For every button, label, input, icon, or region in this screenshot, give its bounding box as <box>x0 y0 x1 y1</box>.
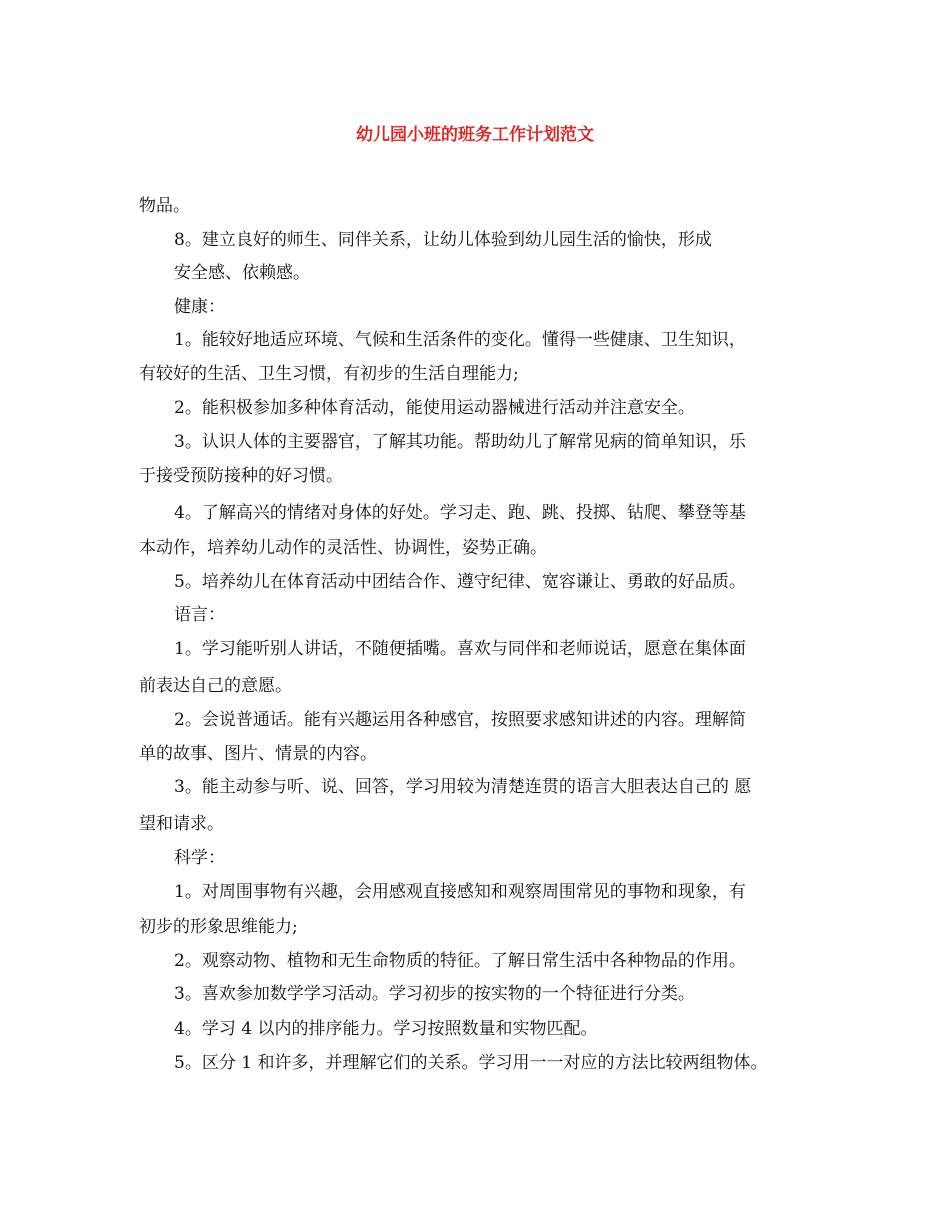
text-line: 3。认识人体的主要器官，了解其功能。帮助幼儿了解常见病的简单知识，乐 <box>174 432 746 452</box>
text-line: 2。观察动物、植物和无生命物质的特征。了解日常生活中各种物品的作用。 <box>174 951 746 971</box>
text-line: 1。学习能听别人讲话，不随便插嘴。喜欢与同伴和老师说话，愿意在集体面 <box>174 639 746 659</box>
text-line: 4。学习 4 以内的排序能力。学习按照数量和实物匹配。 <box>174 1019 598 1039</box>
section-heading: 健康： <box>174 297 225 317</box>
text-line: 物品。 <box>139 196 190 216</box>
text-line: 5。培养幼儿在体育活动中团结合作、遵守纪律、宽容谦让、勇敢的好品质。 <box>174 572 746 592</box>
text-line: 于接受预防接种的好习惯。 <box>139 466 343 486</box>
text-line: 安全感、依赖感。 <box>174 263 310 283</box>
document-title: 幼儿园小班的班务工作计划范文 <box>356 125 594 145</box>
text-line: 望和请求。 <box>139 814 224 834</box>
text-line: 1。能较好地适应环境、气候和生活条件的变化。懂得一些健康、卫生知识， <box>174 330 746 350</box>
text-line: 8。建立良好的师生、同伴关系，让幼儿体验到幼儿园生活的愉快，形成 <box>174 230 712 250</box>
text-line: 单的故事、图片、情景的内容。 <box>139 744 377 764</box>
text-line: 2。会说普通话。能有兴趣运用各种感官，按照要求感知讲述的内容。理解简 <box>174 710 746 730</box>
text-line: 有较好的生活、卫生习惯，有初步的生活自理能力; <box>139 364 519 384</box>
section-heading: 科学： <box>174 848 225 868</box>
text-line: 4。了解高兴的情绪对身体的好处。学习走、跑、跳、投掷、钻爬、攀登等基 <box>174 503 746 523</box>
text-line: 3。能主动参与听、说、回答，学习用较为清楚连贯的语言大胆表达自己的 愿 <box>174 777 752 797</box>
text-line: 2。能积极参加多种体育活动，能使用运动器械进行活动并注意安全。 <box>174 398 695 418</box>
text-line: 前表达自己的意愿。 <box>139 676 292 696</box>
text-line: 1。对周围事物有兴趣，会用感观直接感知和观察周围常见的事物和现象，有 <box>174 882 746 902</box>
text-line: 本动作，培养幼儿动作的灵活性、协调性，姿势正确。 <box>139 538 547 558</box>
text-line: 初步的形象思维能力; <box>139 917 298 937</box>
text-line: 3。喜欢参加数学学习活动。学习初步的按实物的一个特征进行分类。 <box>174 984 695 1004</box>
section-heading: 语言： <box>174 605 225 625</box>
text-line: 5。区分 1 和许多，并理解它们的关系。学习用一一对应的方法比较两组物体。 <box>174 1053 768 1073</box>
